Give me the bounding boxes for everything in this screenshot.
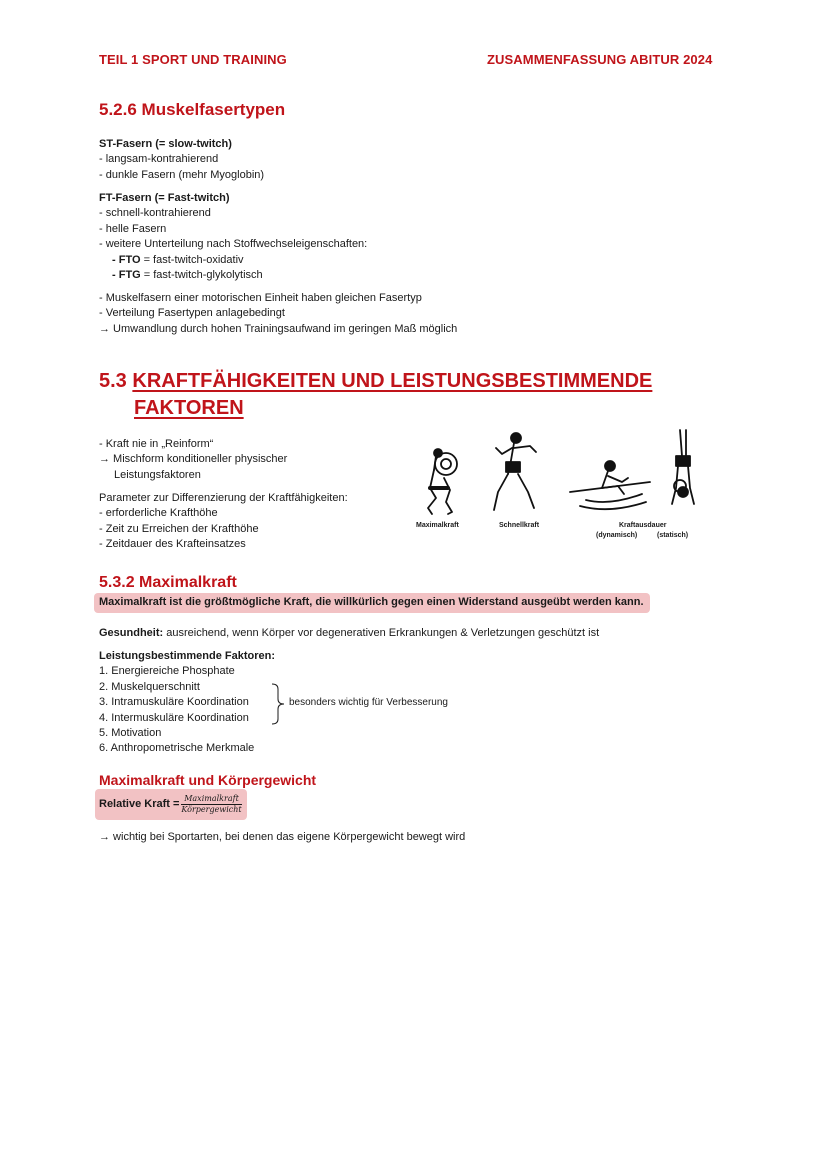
kraftausdauer-dynamisch-figure: [570, 461, 650, 509]
st-fibers-block: [99, 137, 264, 183]
ftg-label: - FTG: [112, 269, 141, 282]
note-item: - Verteilung Fasertypen anlagebedingt: [99, 307, 285, 320]
caption-statisch: (statisch): [657, 532, 689, 539]
header-right: ZUSAMMENFASSUNG ABITUR 2024: [487, 52, 713, 67]
section-title-53-line2: FAKTOREN: [134, 397, 244, 419]
factors-block: [99, 649, 275, 757]
intro-line: → Mischform konditioneller physischer: [99, 453, 288, 466]
ft-item: - schnell-kontrahierend: [99, 207, 211, 220]
fto-label: - FTO: [112, 253, 141, 266]
caption-kraftausdauer: Kraftausdauer: [619, 522, 667, 529]
factor-item: 4. Intermuskuläre Koordination: [99, 711, 249, 724]
formula-label: Relative Kraft =: [99, 797, 180, 810]
formula-numerator: Maximalkraft: [181, 794, 241, 805]
maximalkraft-figure: [428, 449, 457, 514]
ft-item: - weitere Unterteilung nach Stoffwechseleigenschaften:: [99, 238, 368, 251]
fto-text: = fast-twitch-oxidativ: [140, 253, 244, 266]
intro-line: Leistungsfaktoren: [114, 468, 201, 481]
factor-item: 3. Intramuskuläre Koordination: [99, 696, 249, 709]
formula-denominator: Körpergewicht: [181, 805, 242, 814]
schnellkraft-figure: [494, 433, 536, 510]
ft-item: - helle Fasern: [99, 222, 167, 235]
param-title: Parameter zur Differenzierung der Kraftfähigkeiten:: [99, 492, 348, 504]
curly-brace-icon: [270, 683, 288, 725]
health-line: [99, 626, 599, 641]
section-title-53: [99, 368, 652, 422]
header-left: TEIL 1 SPORT UND TRAINING: [99, 52, 287, 67]
section-number-53: 5.3: [99, 370, 127, 392]
kraft-intro: [99, 437, 287, 483]
formula-fraction: [181, 794, 241, 815]
caption-schnellkraft: Schnellkraft: [499, 522, 540, 529]
caption-maximalkraft: Maximalkraft: [416, 522, 459, 529]
param-item: - Zeitdauer des Krafteinsatzes: [99, 538, 246, 551]
param-item: - Zeit zu Erreichen der Krafthöhe: [99, 522, 259, 535]
st-item: - dunkle Fasern (mehr Myoglobin): [99, 168, 265, 181]
brace-note: besonders wichtig für Verbesserung: [289, 697, 448, 708]
note-item: - Muskelfasern einer motorischen Einheit haben gleichen Fasertyp: [99, 292, 422, 304]
factor-item: 5. Motivation: [99, 727, 162, 740]
body-weight-title: Maximalkraft und Körpergewicht: [99, 772, 317, 788]
factor-item: 2. Muskelquerschnitt: [99, 680, 200, 693]
ft-title: FT-Fasern (= Fast-twitch): [99, 192, 230, 204]
fiber-notes: [99, 291, 457, 337]
section-title-526: 5.2.6 Muskelfasertypen: [99, 100, 286, 119]
st-item: - langsam-kontrahierend: [99, 153, 219, 166]
st-title: ST-Fasern (= slow-twitch): [99, 138, 232, 150]
health-text: ausreichend, wenn Körper vor degenerativen Erkrankungen & Verletzungen geschützt ist: [163, 627, 600, 639]
ftg-text: = fast-twitch-glykolytisch: [140, 269, 263, 282]
body-weight-note: → wichtig bei Sportarten, bei denen das eigene Körpergewicht bewegt wird: [99, 831, 466, 843]
health-label: Gesundheit:: [99, 627, 164, 639]
relative-strength-formula: [95, 789, 247, 820]
maximalkraft-definition: Maximalkraft ist die größtmögliche Kraft, die willkürlich gegen einen Widerstand ausgeübt werden kann.: [94, 593, 650, 613]
note-item: → Umwandlung durch hohen Trainingsaufwand im geringen Maß möglich: [99, 322, 458, 335]
section-title-53-line1: KRAFTFÄHIGKEITEN UND LEISTUNGSBESTIMMENDE: [132, 370, 653, 392]
parameter-block: [99, 491, 348, 553]
section-title-532: 5.3.2 Maximalkraft: [99, 574, 237, 591]
param-item: - erforderliche Krafthöhe: [99, 507, 218, 520]
factors-title: Leistungsbestimmende Faktoren:: [99, 650, 276, 662]
kraftausdauer-statisch-figure: [672, 430, 694, 504]
ft-fibers-block: [99, 191, 367, 283]
intro-line: - Kraft nie in „Reinform“: [99, 438, 214, 450]
caption-dynamisch: (dynamisch): [596, 532, 638, 539]
fto-line: [99, 253, 367, 268]
factor-item: 1. Energiereiche Phosphate: [99, 665, 235, 678]
factor-item: 6. Anthropometrische Merkmale: [99, 742, 255, 755]
ftg-line: [99, 268, 367, 283]
